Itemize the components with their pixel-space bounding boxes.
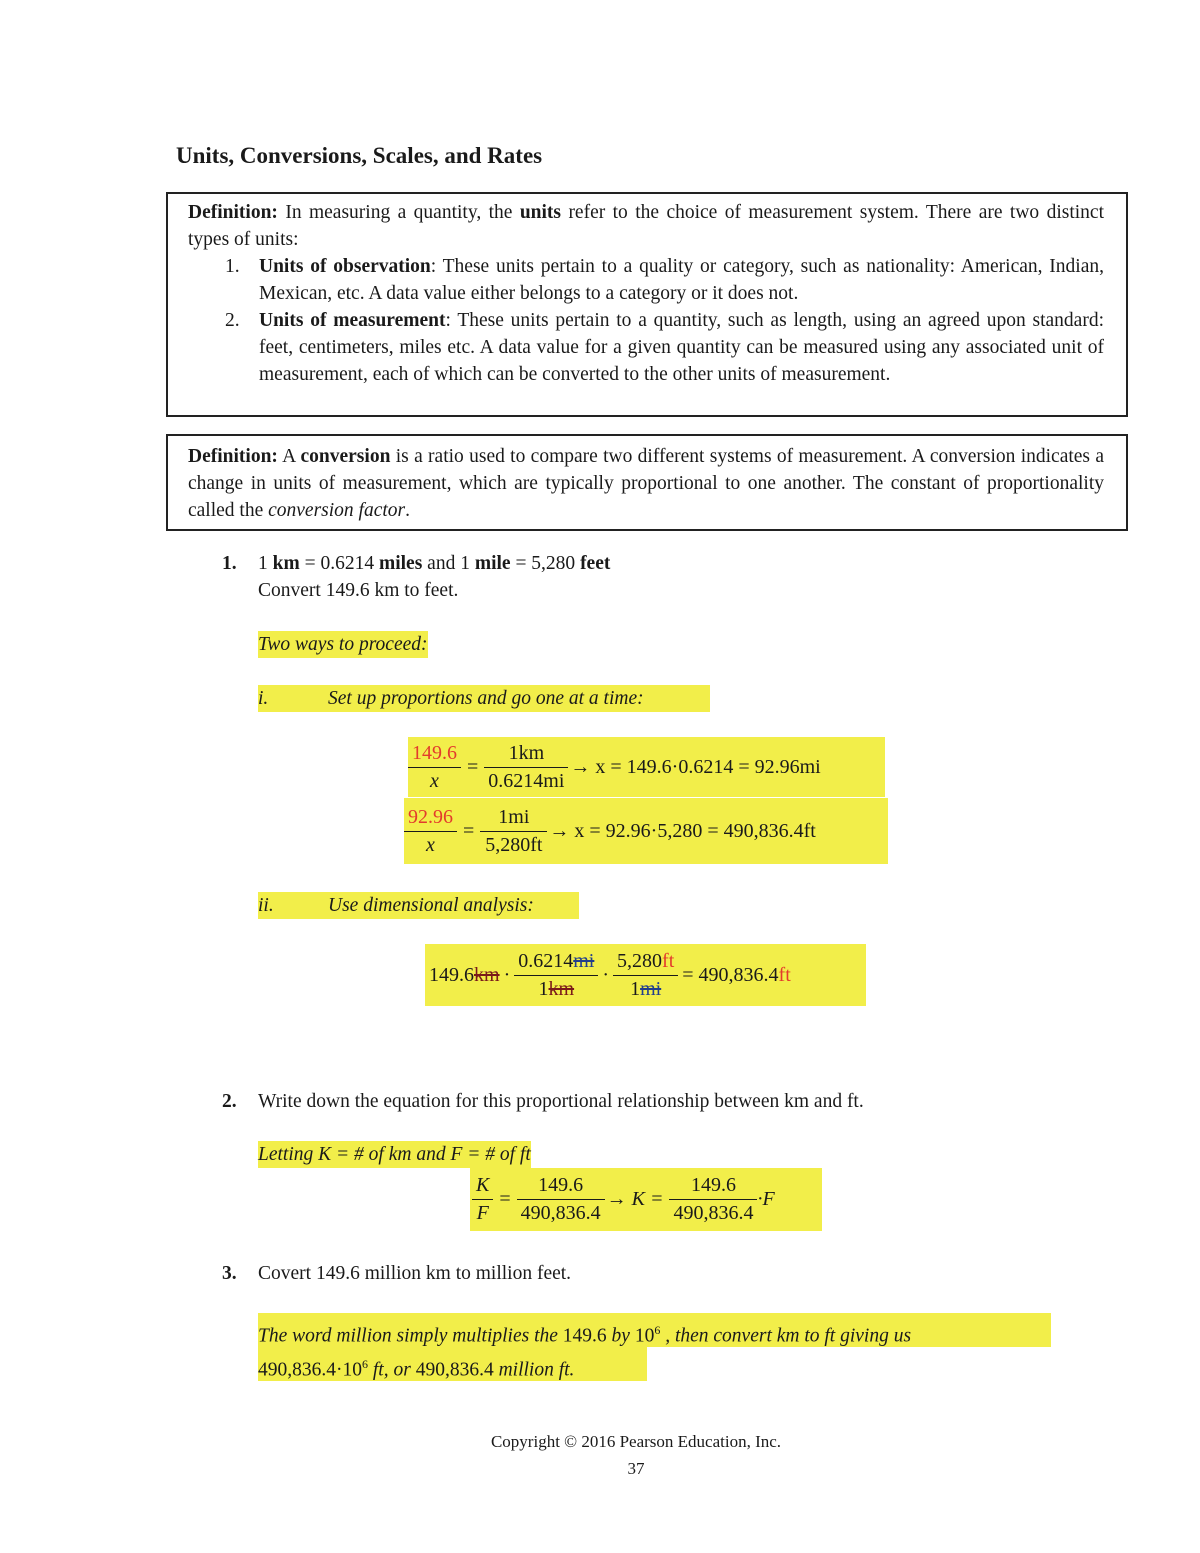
proportion-equation-2: $\frac{92.96}{x}$ = $\frac{1mi}{5,280ft}$ → x = 92.96·5,280 = 490,836.4ft: [404, 802, 816, 860]
proportion-equation-1: $\frac{149.6}{x}$ = $\frac{1km}{0.6214mi}$ → x = 149.6·0.6214 = 92.96mi: [408, 739, 821, 795]
fraction: $\frac{K}{F}$: [472, 1174, 493, 1225]
fraction: $\frac{0.6214mi}{1km}$: [514, 950, 598, 1001]
fraction: $\frac{5,280ft}{1mi}$: [613, 950, 678, 1001]
two-ways-heading: Two ways to proceed:: [258, 631, 428, 658]
letting-statement: Letting K = # of km and F = # of ft: [258, 1141, 531, 1168]
fraction: $\frac{92.96}{x}$: [404, 806, 457, 857]
definition-units-text: Definition: In measuring a quantity, the units refer to the choice of measurement system. There are two distinct types of units:: [188, 202, 1104, 250]
km-ft-equation: $\frac{K}{F}$ = $\frac{149.6}{490,836.4}$ → K = $\frac{149.6}{490,836.4}$ ·F: [472, 1170, 775, 1229]
method-ii-heading: ii. Use dimensional analysis:: [258, 892, 579, 919]
fraction: $\frac{1mi}{5,280ft}$: [480, 806, 547, 857]
answer-line-1: The word million simply multiplies the 149.6 by $10^6$ , then convert km to ft giving us: [258, 1313, 1051, 1347]
page-title: Units, Conversions, Scales, and Rates: [176, 143, 543, 168]
definition-label: Definition:: [188, 202, 278, 223]
fraction: $\frac{1km}{0.6214mi}$: [484, 742, 568, 793]
answer-line-2: $490,836.4\cdot 10^6$ ft, or 490,836.4 million ft.: [258, 1347, 647, 1381]
definition-conversion-text: Definition: A conversion is a ratio used to compare two different systems of measurement. A conversion indicates a change in units of measurement, which are typically proportional to one another. The constant of proportionality called the conversion factor.: [188, 446, 1104, 521]
question-2-statement: Write down the equation for this proportional relationship between km and ft.: [258, 1091, 864, 1112]
question-3-statement: Covert 149.6 million km to million feet.: [258, 1263, 572, 1284]
list-item: 1. Units of observation: These units pertain to a quality or category, such as nationality: American, Indian, Mexican, etc. A data value either belongs to a category or it does not.: [225, 256, 1105, 304]
definition-units-box: [166, 192, 1128, 417]
question-1-statement: 1 km = 0.6214 miles and 1 mile = 5,280 feet: [258, 553, 611, 574]
question-1-task: Convert 149.6 km to feet.: [258, 580, 459, 601]
copyright-footer: Copyright © 2016 Pearson Education, Inc.: [490, 1432, 782, 1451]
question-number: 1.: [222, 553, 237, 574]
fraction: $\frac{149.6}{x}$: [408, 742, 461, 793]
question-number: 2.: [222, 1091, 237, 1112]
question-number: 3.: [222, 1263, 237, 1284]
units-type-list: [188, 253, 1104, 388]
fraction: $\frac{149.6}{490,836.4}$: [669, 1174, 757, 1225]
method-i-heading: i. Set up proportions and go one at a time:: [258, 685, 710, 712]
page-number: 37: [627, 1459, 645, 1478]
dimensional-analysis-equation: 149.6 km · $\frac{0.6214mi}{1km}$ · $\frac{5,280ft}{1mi}$ = 490,836.4 ft: [429, 949, 791, 1000]
definition-conversion-box: [166, 434, 1128, 531]
fraction: $\frac{149.6}{490,836.4}$: [517, 1174, 605, 1225]
list-item: 2. Units of measurement: These units pertain to a quantity, such as length, using an agreed upon standard: feet, centimeters, miles etc. A data value for a given quantity can be measured using any associated unit of measurement, each of which can be converted to the other units of measurement.: [225, 310, 1105, 385]
definition-label: Definition:: [188, 446, 278, 467]
